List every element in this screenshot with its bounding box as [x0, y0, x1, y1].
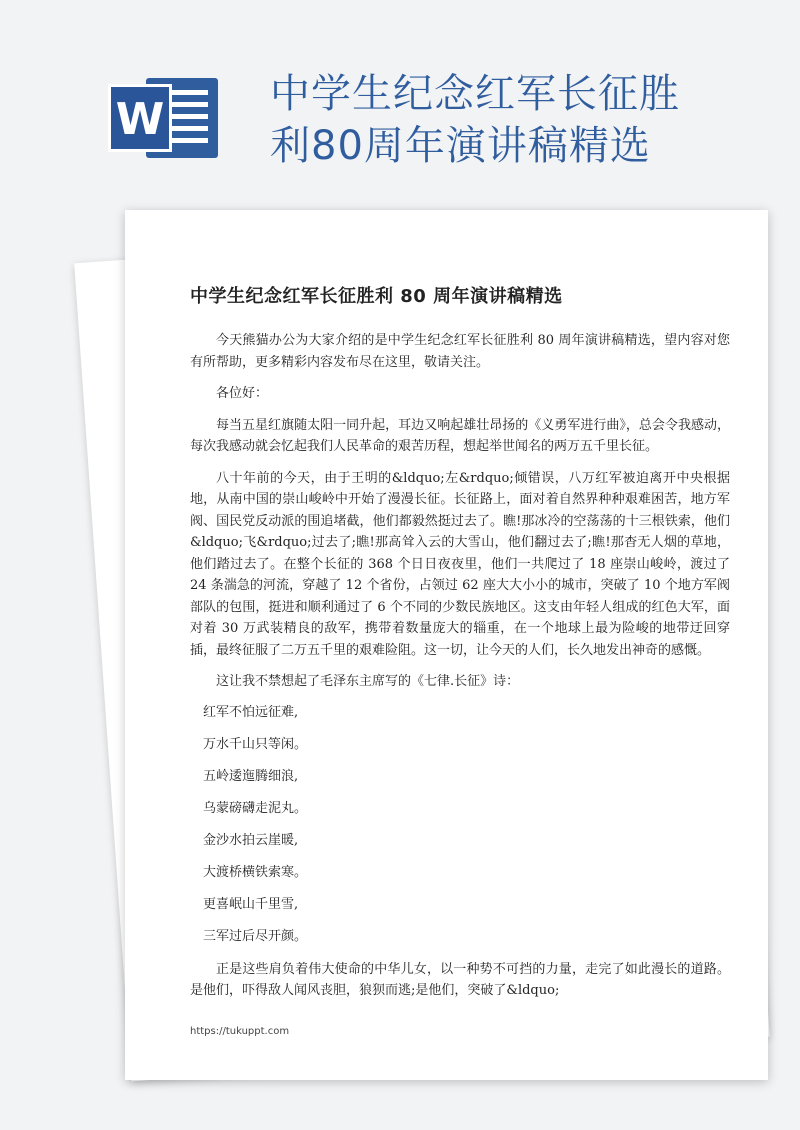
poem-line: 万水千山只等闲。 — [203, 736, 308, 752]
poem-line: 乌蒙磅礴走泥丸。 — [203, 800, 308, 816]
poem-line: 金沙水拍云崖暖, — [203, 832, 299, 848]
poem-line: 更喜岷山千里雪, — [203, 896, 299, 912]
body-paragraph-2: 八十年前的今天，由于王明的&ldquo;左&rdquo;倾错误，八万红军被迫离开中央根据地，从南中国的崇山峻岭中开始了漫漫长征。长征路上，面对着自然界种种艰难困苦，地方军阀、国民党反动派的围追堵截，他们都毅然挺过去了。瞧!那冰冷的空荡荡的十三根铁索，他们&ldquo;飞&rdquo;过去了;瞧!那高耸入云的大雪山，他们翻过去了;瞧!那杳无人烟的草地，他们踏过去了。在整个长征的 368 个日日夜夜里，他们一共爬过了 18 座崇山峻岭，渡过了 24 条湍急的河流，穿越了 12 个省份，占领过 62 座大大小小的城市，突破了 10 个地方军阀部队的包围，挺进和顺利通过了 6 个不同的少数民族地区。这支由年轻人组成的红色大军，面对着 30 万武装精良的敌军，携带着数量庞大的辎重，在一个地球上最为险峻的地带迂回穿插，最终征服了二万五千里的艰难险阻。这一切，让今天的人们，长久地发出神奇的感慨。 — [190, 470, 730, 658]
word-w-badge — [108, 84, 172, 152]
poem-intro-paragraph: 这让我不禁想起了毛泽东主席写的《七律.长征》诗： — [216, 674, 520, 689]
intro-paragraph: 今天熊猫办公为大家介绍的是中学生纪念红军长征胜利 80 周年演讲稿精选，望内容对您有所帮助，更多精彩内容发布尽在这里，敬请关注。 — [190, 333, 730, 370]
document-page — [125, 210, 768, 1080]
page-title-line-1: 中学生纪念红军长征胜 — [270, 71, 680, 117]
word-w-letter: W — [115, 94, 165, 145]
poem-line: 三军过后尽开颜。 — [203, 928, 308, 944]
footer-url: https://tukuppt.com — [190, 1026, 290, 1037]
body-paragraph-1: 每当五星红旗随太阳一同升起，耳边又响起雄壮昂扬的《义勇军进行曲》，总会令我感动，每次我感动就会忆起我们人民革命的艰苦历程，想起举世闻名的两万五千里长征。 — [190, 417, 730, 454]
page-title — [270, 68, 790, 172]
page-title-line-2: 利80周年演讲稿精选 — [270, 123, 651, 169]
word-document-icon — [108, 78, 218, 158]
poem-line: 大渡桥横铁索寒。 — [203, 864, 308, 880]
greeting-paragraph: 各位好： — [216, 386, 269, 401]
poem-line: 红军不怕远征难, — [203, 704, 299, 720]
closing-paragraph: 正是这些肩负着伟大使命的中华儿女，以一种势不可挡的力量，走完了如此漫长的道路。是他们，吓得敌人闻风丧胆，狼狈而逃;是他们，突破了&ldquo; — [190, 961, 730, 998]
poem-line: 五岭逶迤腾细浪, — [203, 768, 299, 784]
document-body — [190, 282, 730, 1012]
page-header — [0, 0, 800, 200]
document-title: 中学生纪念红军长征胜利 80 周年演讲稿精选 — [190, 286, 563, 307]
